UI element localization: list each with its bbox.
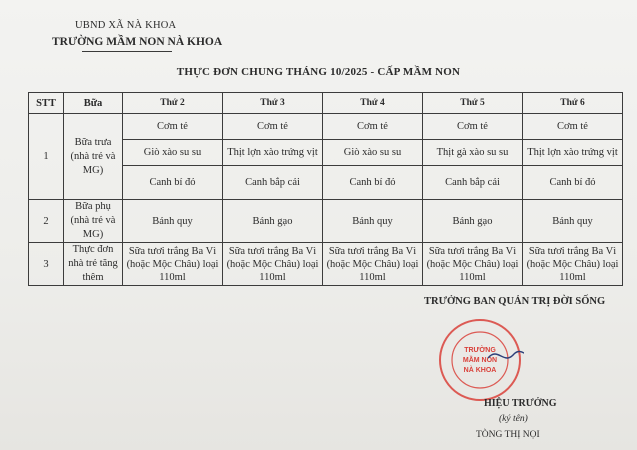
header-underline [82, 51, 172, 52]
school-seal [436, 316, 524, 404]
svg-text:NÀ KHOA: NÀ KHOA [463, 367, 497, 374]
menu-cell: Thịt lợn xào trứng vịt [523, 140, 623, 166]
menu-cell: Giò xào su su [123, 140, 223, 166]
table-row [29, 243, 623, 286]
menu-cell: Bánh gạo [223, 200, 323, 243]
stt-cell: 2 [29, 200, 64, 243]
org-name: UBND XÃ NÀ KHOA [75, 20, 177, 31]
menu-cell: Canh bí đỏ [323, 166, 423, 200]
table-header-row [29, 93, 623, 114]
table-row [29, 200, 623, 243]
menu-cell: Bánh gạo [423, 200, 523, 243]
meal-cell: Thực đơn nhà trẻ tăng thêm [64, 243, 123, 286]
menu-table [28, 92, 623, 286]
menu-cell: Thịt lợn xào trứng vịt [223, 140, 323, 166]
school-name: TRƯỜNG MẦM NON NÀ KHOA [52, 36, 223, 48]
header-tue: Thứ 3 [223, 93, 323, 114]
menu-cell: Thịt gà xào su su [423, 140, 523, 166]
menu-cell: Cơm tẻ [423, 114, 523, 140]
menu-cell: Cơm tẻ [123, 114, 223, 140]
principal-title: HIỆU TRƯỞNG [484, 398, 557, 409]
meal-cell: Bữa trưa (nhà trẻ và MG) [64, 114, 123, 200]
menu-cell: Canh bắp cải [223, 166, 323, 200]
menu-cell: Bánh quy [523, 200, 623, 243]
stt-cell: 1 [29, 114, 64, 200]
menu-cell: Canh bắp cải [423, 166, 523, 200]
header-fri: Thứ 6 [523, 93, 623, 114]
menu-cell: Canh bí đỏ [123, 166, 223, 200]
menu-cell: Canh bí đỏ [523, 166, 623, 200]
principal-name: TÒNG THỊ NỌI [476, 430, 540, 440]
board-title: TRƯỞNG BAN QUẢN TRỊ ĐỜI SỐNG [424, 296, 606, 307]
svg-text:TRƯỜNG: TRƯỜNG [464, 347, 496, 354]
signature-note: (ký tên) [499, 414, 528, 424]
header-mon: Thứ 2 [123, 93, 223, 114]
menu-cell: Cơm tẻ [523, 114, 623, 140]
meal-cell: Bữa phụ (nhà trẻ và MG) [64, 200, 123, 243]
menu-cell: Sữa tươi trắng Ba Vì (hoặc Mộc Châu) loại 110ml [323, 243, 423, 286]
header-meal: Bữa [64, 93, 123, 114]
menu-cell: Cơm tẻ [323, 114, 423, 140]
svg-text:MẦM NON: MẦM NON [462, 357, 498, 364]
table-row [29, 114, 623, 140]
menu-cell: Giò xào su su [323, 140, 423, 166]
menu-cell: Sữa tươi trắng Ba Vì (hoặc Mộc Châu) loại 110ml [123, 243, 223, 286]
menu-cell: Bánh quy [123, 200, 223, 243]
menu-cell: Sữa tươi trắng Ba Vì (hoặc Mộc Châu) loại 110ml [423, 243, 523, 286]
header-thu: Thứ 5 [423, 93, 523, 114]
document-title: THỰC ĐƠN CHUNG THÁNG 10/2025 - CẤP MẦM NON [176, 66, 461, 78]
menu-cell: Sữa tươi trắng Ba Vì (hoặc Mộc Châu) loại 110ml [523, 243, 623, 286]
menu-cell: Cơm tẻ [223, 114, 323, 140]
header-stt: STT [29, 93, 64, 114]
menu-cell: Sữa tươi trắng Ba Vì (hoặc Mộc Châu) loại 110ml [223, 243, 323, 286]
stt-cell: 3 [29, 243, 64, 286]
header-wed: Thứ 4 [323, 93, 423, 114]
menu-cell: Bánh quy [323, 200, 423, 243]
